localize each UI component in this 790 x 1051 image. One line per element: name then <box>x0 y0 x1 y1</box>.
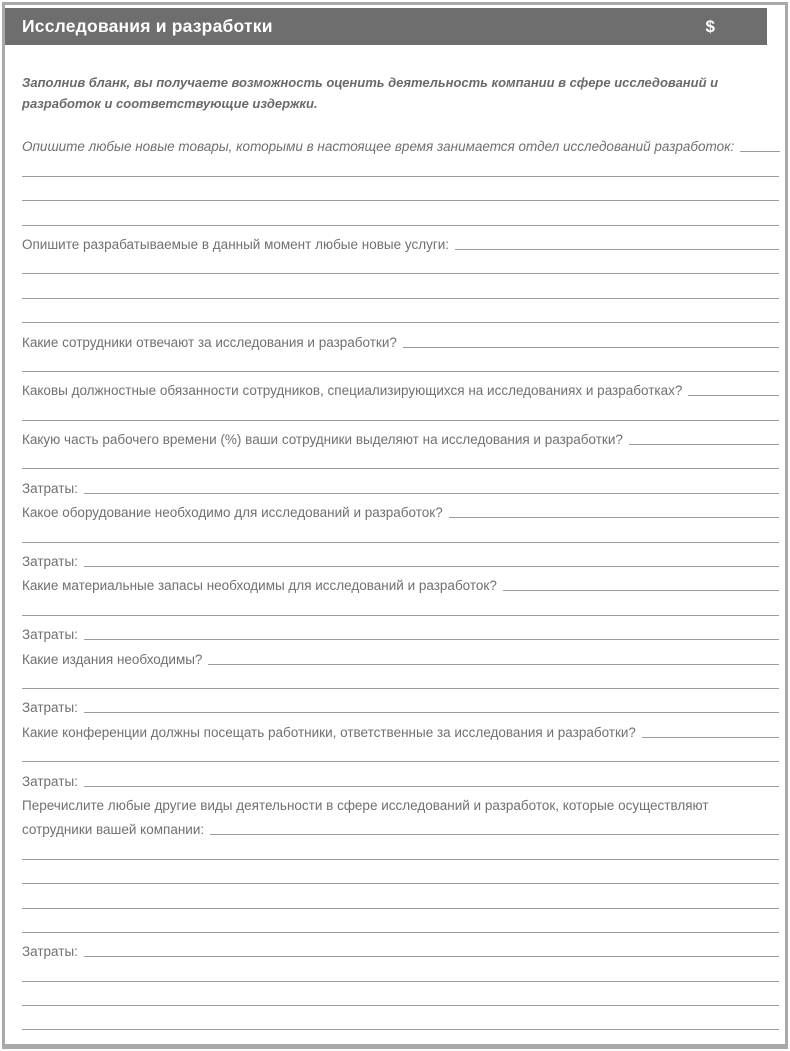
ruled-line-row <box>22 913 779 937</box>
question-row <box>22 717 779 741</box>
question-label: Перечислите любые другие виды деятельности в сфере исследований и разработок, которые осуществляют <box>22 797 709 813</box>
cost-label: Затраты: <box>22 627 78 643</box>
cost-row <box>22 766 779 790</box>
answer-blank-line <box>22 908 779 909</box>
question-row <box>22 425 779 449</box>
ruled-line-row <box>22 522 779 546</box>
question-row <box>22 815 779 839</box>
ruled-line-row <box>22 278 779 302</box>
ruled-line-row <box>22 986 779 1010</box>
ruled-line-row <box>22 254 779 278</box>
cost-label: Затраты: <box>22 554 78 570</box>
cost-row <box>22 547 779 571</box>
cost-row <box>22 937 779 961</box>
answer-blank-line <box>688 395 779 396</box>
answer-blank-line <box>84 712 779 713</box>
ruled-line-row <box>22 888 779 912</box>
ruled-line-row <box>22 181 779 205</box>
cost-label: Затраты: <box>22 480 78 496</box>
question-row <box>22 571 779 595</box>
ruled-line-row <box>22 839 779 863</box>
ruled-line-row <box>22 449 779 473</box>
question-label: Какие материальные запасы необходимы для исследований и разработок? <box>22 578 497 594</box>
answer-blank-line <box>22 322 779 323</box>
question-row <box>22 791 779 815</box>
cost-row <box>22 693 779 717</box>
question-label: Какое оборудование необходимо для исследований и разработок? <box>22 505 443 521</box>
ruled-line-row <box>22 1010 779 1034</box>
question-label: Опишите разрабатываемые в данный момент любые новые услуги: <box>22 236 450 252</box>
question-label: Какие издания необходимы? <box>22 651 203 667</box>
answer-blank-line <box>84 786 779 787</box>
answer-blank-line <box>22 468 779 469</box>
answer-blank-line <box>740 151 780 152</box>
cost-row <box>22 473 779 497</box>
form-content <box>5 72 785 1034</box>
answer-blank-line <box>22 298 779 299</box>
answer-blank-line <box>642 737 779 738</box>
answer-blank-line <box>22 225 779 226</box>
answer-blank-line <box>455 249 779 250</box>
ruled-line-row <box>22 303 779 327</box>
cost-label: Затраты: <box>22 773 78 789</box>
intro-text: Заполнив бланк, вы получаете возможность оценить деятельность компании в сфере исследований и разработок и соответствующие издержки. <box>22 75 719 111</box>
cost-row <box>22 620 779 644</box>
answer-blank-line <box>22 542 779 543</box>
answer-blank-line <box>22 176 779 177</box>
ruled-line-row <box>22 961 779 985</box>
ruled-line-row <box>22 352 779 376</box>
answer-blank-line <box>22 859 779 860</box>
answer-blank-line <box>22 273 779 274</box>
section-header-bar <box>5 8 767 45</box>
dollar-icon: $ <box>705 16 715 36</box>
question-row <box>22 327 779 351</box>
question-row <box>22 498 779 522</box>
question-label: Какие конференции должны посещать работники, ответственные за исследования и разработки? <box>22 724 636 740</box>
answer-blank-line <box>22 981 779 982</box>
ruled-line-row <box>22 669 779 693</box>
question-row <box>22 644 779 668</box>
answer-blank-line <box>84 639 779 640</box>
answer-blank-line <box>22 932 779 933</box>
question-label: Какие сотрудники отвечают за исследования и разработки? <box>22 334 397 350</box>
answer-blank-line <box>503 590 779 591</box>
answer-blank-line <box>210 834 779 835</box>
question-row <box>22 376 779 400</box>
answer-blank-line <box>84 493 779 494</box>
page-title: Исследования и разработки <box>22 16 273 36</box>
question-row <box>22 132 779 156</box>
answer-blank-line <box>22 1029 779 1030</box>
ruled-line-row <box>22 400 779 424</box>
question-row <box>22 230 779 254</box>
answer-blank-line <box>629 444 779 445</box>
ruled-line-row <box>22 205 779 229</box>
ruled-line-row <box>22 595 779 619</box>
answer-blank-line <box>22 615 779 616</box>
form-rows <box>22 132 779 1034</box>
answer-blank-line <box>22 1005 779 1006</box>
cost-label: Затраты: <box>22 944 78 960</box>
answer-blank-line <box>22 883 779 884</box>
answer-blank-line <box>22 761 779 762</box>
answer-blank-line <box>84 566 779 567</box>
answer-blank-line <box>22 200 779 201</box>
worksheet-page <box>2 2 788 1049</box>
answer-blank-line <box>449 517 779 518</box>
answer-blank-line <box>22 420 779 421</box>
cost-label: Затраты: <box>22 700 78 716</box>
answer-blank-line <box>208 664 779 665</box>
ruled-line-row <box>22 742 779 766</box>
answer-blank-line <box>403 347 779 348</box>
answer-blank-line <box>22 371 779 372</box>
question-label: сотрудники вашей компании: <box>22 822 205 838</box>
question-label: Опишите любые новые товары, которыми в настоящее время занимается отдел исследований разработок: <box>22 139 735 155</box>
ruled-line-row <box>22 156 779 180</box>
answer-blank-line <box>22 688 779 689</box>
question-label: Какую часть рабочего времени (%) ваши сотрудники выделяют на исследования и разработки? <box>22 432 623 448</box>
question-label: Каковы должностные обязанности сотрудников, специализирующихся на исследованиях и разработках? <box>22 383 683 399</box>
answer-blank-line <box>84 956 779 957</box>
ruled-line-row <box>22 864 779 888</box>
